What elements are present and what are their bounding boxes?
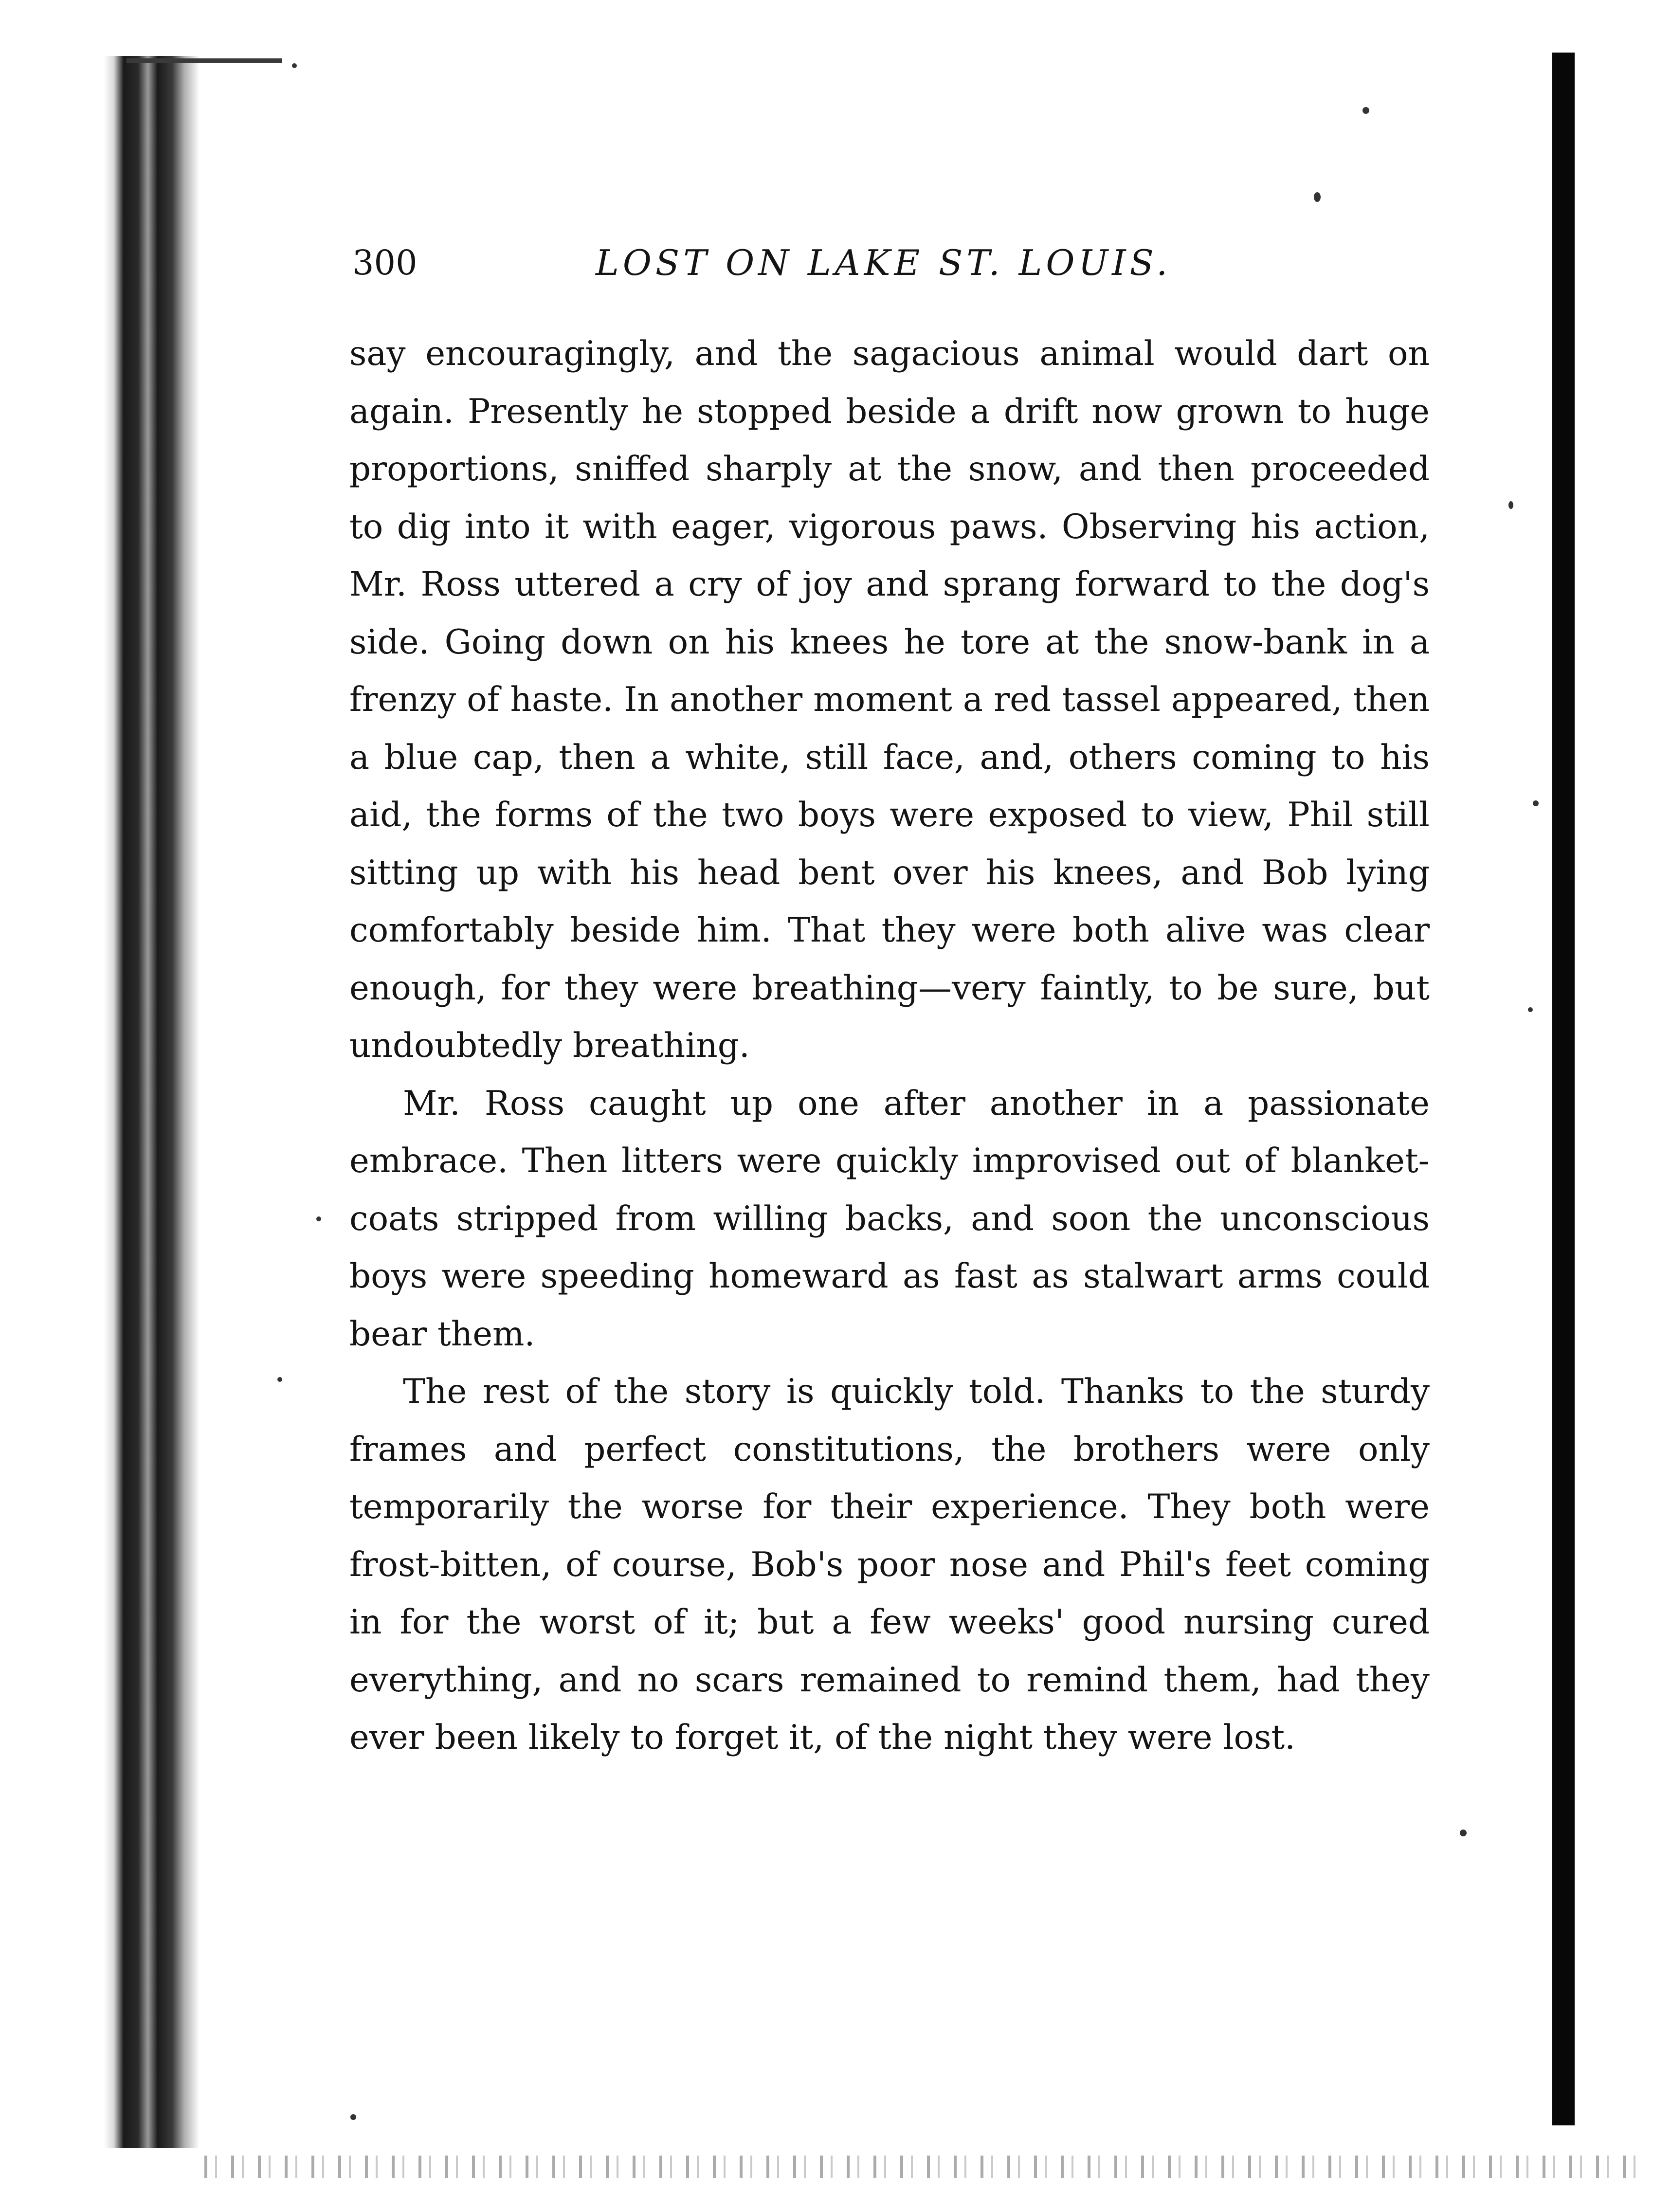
scan-speckle	[316, 1216, 321, 1221]
scan-speckle	[1362, 107, 1369, 114]
scan-speckle	[1314, 192, 1321, 202]
scan-speckle	[277, 1377, 282, 1382]
scan-bottom-noise	[204, 2156, 1645, 2178]
scan-speckle	[292, 63, 297, 68]
scan-binding-shadow-top	[127, 58, 282, 63]
scan-speckle	[1508, 501, 1513, 509]
scan-edge-shadow-right	[1552, 53, 1575, 2125]
paragraph: say encouragingly, and the sagacious animal would dart on again. Presently he stopped beside a drift now grown to huge proportions, sniffed sharply at the snow, and then proceeded to dig into it with eager, vigorous paws. Observing his action, Mr. Ross uttered a cry of joy and sprang forward to the dog's side. Going down on his knees he tore at the snow-bank in a frenzy of haste. In another moment a red tassel appeared, then a blue cap, then a white, still face, and, others coming to his aid, the forms of the two boys were exposed to view, Phil still sitting up with his head bent over his knees, and Bob lying comfortably beside him. That they were both alive was clear enough, for they were breathing—very faintly, to be sure, but undoubtedly breathing.	[349, 334, 1430, 1065]
scan-speckle	[350, 2114, 356, 2120]
paragraph: The rest of the story is quickly told. Thanks to the sturdy frames and perfect constitutions, the brothers were only temporarily the worse for their experience. They both were frost-bitten, of course, Bob's poor nose and Phil's feet coming in for the worst of it; but a few weeks' good nursing cured everything, and no scars remained to remind them, had they ever been likely to forget it, of the night they were lost.	[349, 1372, 1430, 1757]
page-header	[352, 236, 1471, 290]
scan-speckle	[1533, 800, 1539, 806]
scan-speckle	[1460, 1830, 1467, 1836]
paragraph: Mr. Ross caught up one after another in a passionate embrace. Then litters were quickly improvised out of blanket-coats stripped from willing backs, and soon the unconscious boys were speeding homeward as fast as stalwart arms could bear them.	[349, 1084, 1430, 1354]
body-text	[349, 325, 1430, 1767]
scan-speckle	[1528, 1007, 1533, 1012]
running-title: LOST ON LAKE ST. LOUIS.	[596, 242, 1172, 283]
page-number: 300	[352, 243, 418, 283]
scan-binding-shadow-left	[104, 56, 200, 2148]
